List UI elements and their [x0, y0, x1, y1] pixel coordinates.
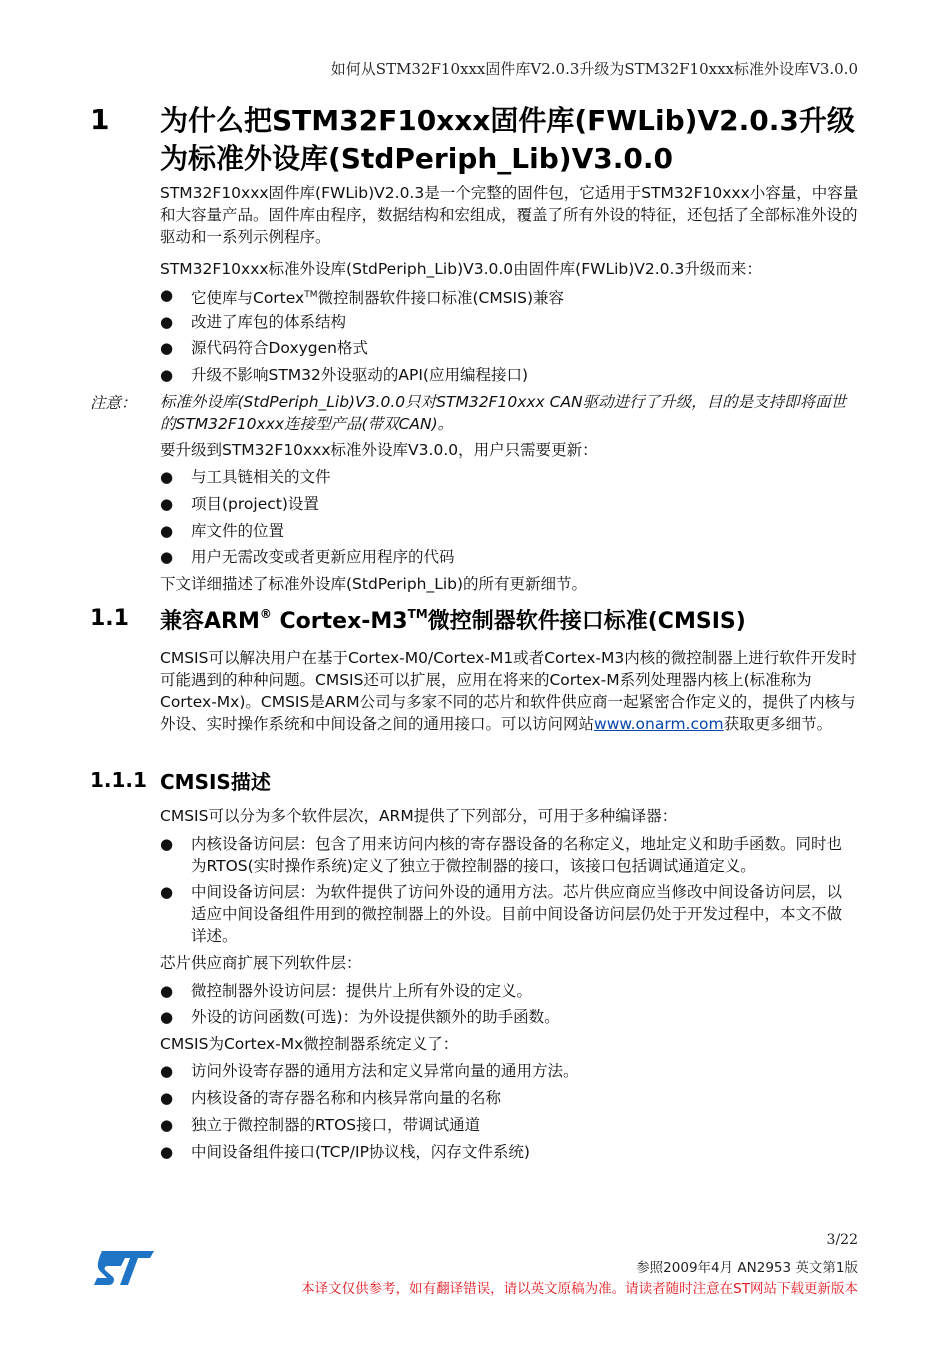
onarm-link[interactable]: www.onarm.com: [594, 715, 724, 733]
paragraph: 芯片供应商扩展下列软件层：: [160, 954, 362, 972]
paragraph: STM32F10xxx固件库(FWLib)V2.0.3是一个完整的固件包，它适用于STM32F10xxx小容量，中容量和大容量产品。固件库由程序，数据结构和宏组成，覆盖了所有外设的特征，还包括了全部标准外设的驱动和一系列示例程序。: [160, 184, 859, 246]
running-header: 如何从STM32F10xxx固件库V2.0.3升级为STM32F10xxx标准外设库V3.0.0: [330, 60, 858, 78]
bullet-icon: ●: [160, 468, 174, 486]
note-text: 标准外设库(StdPeriph_Lib)V3.0.0只对STM32F10xxx CAN驱动进行了升级，目的是支持即将面世的STM32F10xxx连接型产品(带双CAN)。: [160, 393, 847, 433]
paragraph: CMSIS为Cortex-Mx微控制器系统定义了：: [160, 1035, 459, 1053]
bullet-icon: ●: [160, 366, 174, 384]
paragraph: 要升级到STM32F10xxx标准外设库V3.0.0，用户只需要更新：: [160, 441, 598, 459]
bullet-icon: ●: [160, 883, 174, 901]
bullet-icon: ●: [160, 1062, 174, 1080]
paragraph: STM32F10xxx标准外设库(StdPeriph_Lib)V3.0.0由固件库(FWLib)V2.0.3升级而来：: [160, 260, 762, 278]
page-number: 3/22: [826, 1232, 858, 1248]
bullet-icon: ●: [160, 1143, 174, 1161]
bullet-icon: ●: [160, 1008, 174, 1026]
bullet-icon: ●: [160, 313, 174, 331]
bullet-icon: ●: [160, 835, 174, 853]
bullet-icon: ●: [160, 1089, 174, 1107]
note-label: 注意：: [90, 394, 137, 412]
paragraph: 下文详细描述了标准外设库(StdPeriph_Lib)的所有更新细节。: [160, 575, 588, 593]
section-title: 为什么把STM32F10xxx固件库(FWLib)V2.0.3升级为标准外设库(StdPeriph_Lib)V3.0.0: [160, 104, 855, 175]
section-number: 1: [90, 103, 110, 136]
subsubsection-number: 1.1.1: [90, 768, 147, 792]
translation-disclaimer: 本译文仅供参考，如有翻译错误，请以英文原稿为准。请读者随时注意在ST网站下载更新版本: [301, 1281, 858, 1297]
bullet-icon: ●: [160, 548, 174, 566]
st-logo-icon: [92, 1248, 156, 1292]
subsection-title: 兼容ARM® Cortex-M3™微控制器软件接口标准(CMSIS): [160, 606, 746, 634]
document-reference: 参照2009年4月 AN2953 英文第1版: [636, 1260, 858, 1276]
bullet-icon: ●: [160, 339, 174, 357]
bullet-icon: ●: [160, 1116, 174, 1134]
paragraph: CMSIS可以解决用户在基于Cortex-M0/Cortex-M1或者Cortex-M3内核的微控制器上进行软件开发时可能遇到的种种问题。CMSIS还可以扩展，应用在将来的Cortex-M系列处理器内核上(标准称为Cortex-Mx)。CMSIS是ARM公司与多家不同的芯片和软件供应商一起紧密合作定义的，提供了内核与外设、实时操作系统和中间设备之间的通用接口。可以访问网站www.onarm.com获取更多细节。: [160, 649, 857, 733]
bullet-icon: ●: [160, 522, 174, 540]
bullet-icon: ●: [160, 286, 174, 304]
bullet-icon: ●: [160, 982, 174, 1000]
subsubsection-title: CMSIS描述: [160, 770, 271, 794]
paragraph: CMSIS可以分为多个软件层次，ARM提供了下列部分，可用于多种编译器：: [160, 807, 678, 825]
bullet-icon: ●: [160, 495, 174, 513]
subsection-number: 1.1: [90, 606, 129, 631]
